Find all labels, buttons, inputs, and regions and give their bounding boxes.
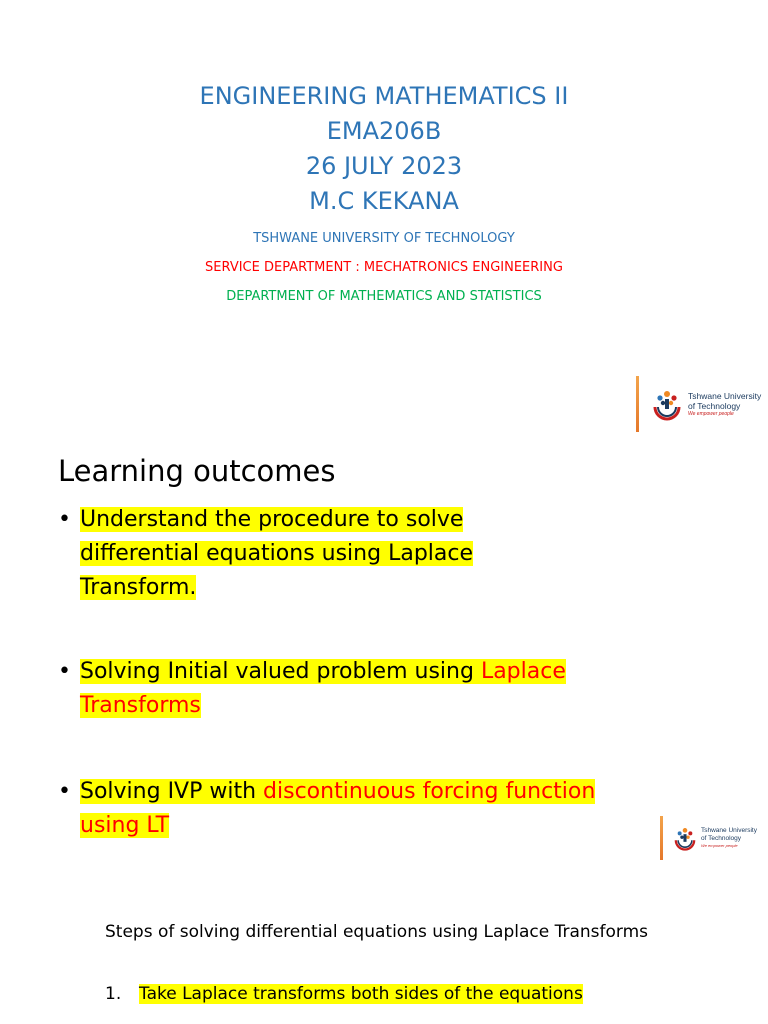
course-code: EMA206B: [326, 117, 442, 145]
logo-accent-bar: [636, 376, 639, 432]
bullet-item: [58, 503, 558, 605]
logo-tagline: We empower people: [688, 410, 734, 417]
service-department: SERVICE DEPARTMENT : MECHATRONICS ENGINEERING: [205, 260, 563, 275]
bullet-item: [58, 775, 598, 843]
course-title: ENGINEERING MATHEMATICS II: [199, 82, 569, 110]
lecture-date: 26 JULY 2023: [305, 152, 463, 180]
bullet-emphasis-text: discontinuous forcing function using LT: [80, 779, 596, 838]
university-logo: [660, 816, 762, 860]
lecturer-name: M.C KEKANA: [309, 187, 459, 215]
step-item: [105, 982, 665, 1007]
slide-heading: Learning outcomes: [58, 454, 336, 488]
learning-outcomes-slide: [0, 432, 768, 864]
logo-accent-bar: [660, 816, 663, 860]
bullet-icon: •: [58, 659, 71, 684]
step-text: [139, 982, 665, 1007]
tut-emblem-icon: [650, 387, 684, 421]
university-name: TSHWANE UNIVERSITY OF TECHNOLOGY: [253, 231, 515, 246]
bullet-item: [58, 655, 658, 723]
logo-name-line1: Tshwane University: [701, 827, 757, 834]
bullet-icon: •: [58, 507, 71, 532]
tut-emblem-icon: [672, 825, 698, 851]
bullet-text: [80, 775, 598, 843]
bullet-text: [80, 655, 658, 723]
logo-tagline: We empower people: [701, 843, 738, 848]
bullet-highlighted-text: Solving IVP with: [80, 779, 264, 804]
bullet-icon: •: [58, 779, 71, 804]
logo-name-line2: of Technology: [701, 835, 741, 842]
steps-slide: [0, 884, 768, 1024]
title-slide: [0, 0, 768, 432]
logo-name-line1: Tshwane University: [688, 390, 762, 401]
university-logo: [636, 376, 768, 432]
logo-name-line2: of Technology: [688, 400, 741, 411]
steps-intro: Steps of solving differential equations using Laplace Transforms: [105, 922, 648, 942]
step-highlighted-text: Take Laplace transforms both sides of the equations: [139, 984, 583, 1004]
department-name: DEPARTMENT OF MATHEMATICS AND STATISTICS: [226, 289, 542, 304]
bullet-emphasis-text: Laplace Transforms: [80, 659, 566, 718]
bullet-highlighted-text: Understand the procedure to solve differential equations using Laplace Transform.: [80, 507, 474, 600]
bullet-highlighted-text: Solving Initial valued problem using: [80, 659, 481, 684]
bullet-text: [80, 503, 558, 605]
step-number: 1.: [105, 984, 122, 1004]
